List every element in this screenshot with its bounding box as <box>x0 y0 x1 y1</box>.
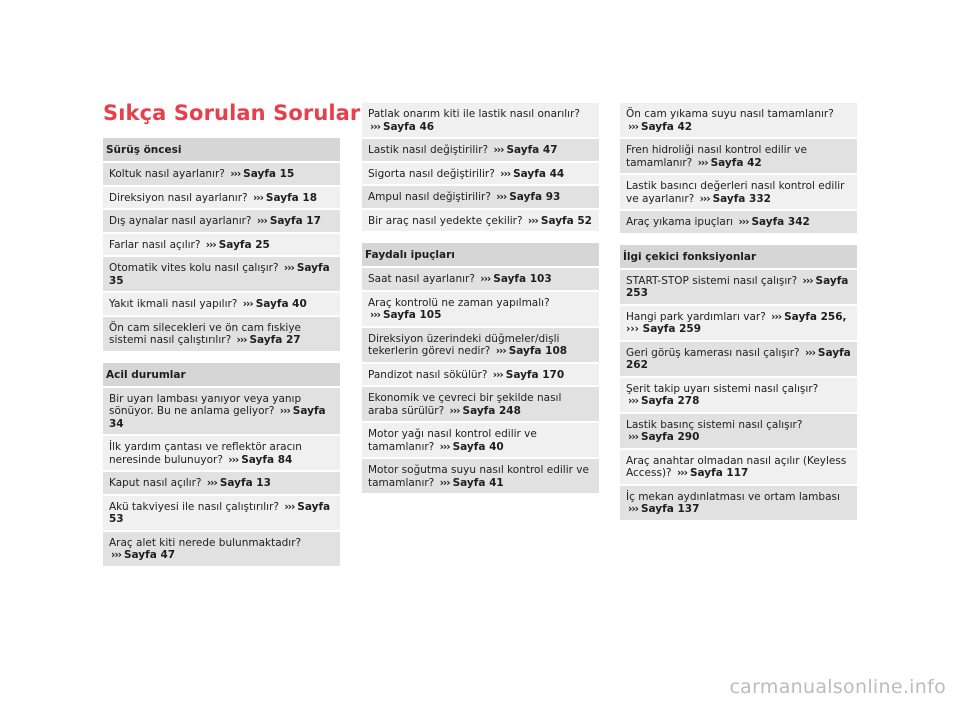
page-ref-arrow: ››› <box>370 309 380 321</box>
page-link[interactable]: Sayfa 117 <box>689 467 749 479</box>
faq-question: Ön cam silecekleri ve ön cam fıskiye sistemi nasıl çalıştırılır? <box>109 321 302 346</box>
faq-item[interactable] <box>620 137 857 173</box>
faq-question: Otomatik vites kolu nasıl çalışır? <box>109 262 279 274</box>
faq-item[interactable] <box>620 209 857 233</box>
page-link[interactable]: Sayfa 170 <box>505 368 565 381</box>
page-ref-arrow: ››› <box>283 262 294 274</box>
page-ref-arrow: ››› <box>802 274 813 287</box>
faq-item[interactable] <box>362 457 599 493</box>
faq-item[interactable] <box>103 434 340 470</box>
faq-item[interactable] <box>620 340 857 376</box>
faq-question: Sigorta nasıl değiştirilir? <box>368 167 495 180</box>
faq-question: Ekonomik ve çevreci bir şekilde nasıl araba sürülür? <box>368 392 562 417</box>
page-link[interactable]: Sayfa 105 <box>382 309 442 321</box>
faq-item[interactable] <box>362 161 599 185</box>
faq-section <box>362 101 599 231</box>
watermark: carmanualsonline.info <box>729 676 946 698</box>
faq-item[interactable] <box>362 266 599 290</box>
faq-item[interactable] <box>103 315 340 351</box>
faq-item[interactable] <box>620 376 857 412</box>
faq-item[interactable] <box>362 362 599 386</box>
faq-item[interactable] <box>103 208 340 232</box>
page-ref-arrow: ››› <box>676 467 687 479</box>
page-link[interactable]: Sayfa 40 <box>255 298 307 310</box>
page-ref-arrow: ››› <box>495 345 506 357</box>
faq-question: Araç alet kiti nerede bulunmaktadır? <box>109 536 302 549</box>
page-ref-arrow: ››› <box>496 191 507 203</box>
section-heading: Acil durumlar <box>103 363 340 386</box>
faq-section <box>103 138 340 351</box>
faq-section <box>620 245 857 520</box>
faq-column-3 <box>620 101 857 532</box>
faq-item[interactable] <box>362 137 599 161</box>
faq-question: Direksiyon nasıl ayarlanır? <box>109 191 248 204</box>
page-link[interactable]: Sayfa 103 <box>493 273 552 285</box>
page-ref-arrow: ››› <box>111 549 121 561</box>
page-link[interactable]: Sayfa 44 <box>513 167 565 180</box>
page-ref-arrow: ››› <box>771 310 782 323</box>
faq-question: Ön cam yıkama suyu nasıl tamamlanır? <box>626 108 834 120</box>
page-ref-arrow: ››› <box>439 476 450 489</box>
page-link[interactable]: Sayfa 25 <box>218 238 270 251</box>
faq-item[interactable] <box>103 530 340 566</box>
page-link[interactable]: Sayfa 34 <box>109 405 326 430</box>
page-ref-arrow: ››› <box>230 168 241 180</box>
page-link[interactable]: Sayfa 42 <box>710 156 762 169</box>
faq-question: Hangi park yardımları var? <box>626 310 766 323</box>
faq-question: Direksiyon üzerindeki düğmeler/dişli tekerlerin görevi nedir? <box>368 332 560 357</box>
faq-item[interactable] <box>362 208 599 232</box>
page-link[interactable]: Sayfa 53 <box>109 500 331 525</box>
page-link[interactable]: Sayfa 137 <box>640 503 700 515</box>
faq-question: Farlar nasıl açılır? <box>109 238 201 251</box>
faq-question: Lastik basıncı değerleri nasıl kontrol edilir ve ayarlanır? <box>626 180 845 205</box>
faq-section <box>620 101 857 233</box>
faq-item[interactable] <box>620 304 857 340</box>
page-ref-arrow: ››› <box>697 156 708 169</box>
page-ref-arrow: ››› <box>699 192 710 205</box>
page-link[interactable]: Sayfa 52 <box>540 214 592 227</box>
page-ref-arrow: ››› <box>628 120 638 133</box>
page-link[interactable]: Sayfa 47 <box>506 144 558 156</box>
faq-question: Yakıt ikmali nasıl yapılır? <box>109 298 238 310</box>
page-link[interactable]: Sayfa 41 <box>452 476 504 489</box>
page-ref-arrow: ››› <box>205 238 216 251</box>
faq-question: Araç kontrolü ne zaman yapılmalı? <box>368 296 550 309</box>
faq-item[interactable] <box>620 484 857 520</box>
faq-question: Akü takviyesi ile nasıl çalıştırılır? <box>109 500 279 513</box>
faq-question: İlk yardım çantası ve reflektör aracın neresinde bulunuyor? <box>109 441 302 466</box>
faq-item[interactable] <box>103 185 340 209</box>
faq-item[interactable] <box>620 268 857 304</box>
page-link[interactable]: Sayfa 290 <box>640 431 700 443</box>
page-ref-arrow: ››› <box>370 120 380 133</box>
page-link[interactable]: Sayfa 278 <box>640 395 700 407</box>
page-link[interactable]: Sayfa 256, ››› Sayfa 259 <box>626 310 847 335</box>
faq-item[interactable] <box>620 412 857 448</box>
faq-question: Patlak onarım kiti ile lastik nasıl onarılır? <box>368 108 580 120</box>
faq-item[interactable] <box>362 385 599 421</box>
faq-item[interactable] <box>620 101 857 137</box>
faq-question: Ampul nasıl değiştirilir? <box>368 191 491 203</box>
faq-item[interactable] <box>103 386 340 435</box>
faq-question: Motor yağı nasıl kontrol edilir ve tamamlanır? <box>368 428 537 453</box>
page-ref-arrow: ››› <box>480 273 491 285</box>
page-link[interactable]: Sayfa 248 <box>462 404 521 417</box>
faq-item[interactable] <box>362 290 599 326</box>
faq-question: Kaput nasıl açılır? <box>109 477 202 489</box>
page-ref-arrow: ››› <box>252 191 263 204</box>
section-heading: İlgi çekici fonksiyonlar <box>620 245 857 268</box>
faq-question: Geri görüş kamerası nasıl çalışır? <box>626 346 800 359</box>
page-ref-arrow: ››› <box>236 334 247 346</box>
page-link[interactable]: Sayfa 18 <box>265 191 318 204</box>
faq-question: START-STOP sistemi nasıl çalışır? <box>626 274 798 287</box>
faq-question: Motor soğutma suyu nasıl kontrol edilir ve tamamlanır? <box>368 464 589 489</box>
faq-item[interactable] <box>103 291 340 315</box>
page-ref-arrow: ››› <box>284 500 295 513</box>
page-ref-arrow: ››› <box>500 167 511 180</box>
section-heading: Faydalı ipuçları <box>362 243 599 266</box>
faq-item[interactable] <box>103 494 340 530</box>
faq-section <box>362 243 599 493</box>
faq-question: Koltuk nasıl ayarlanır? <box>109 168 225 180</box>
page-link[interactable]: Sayfa 93 <box>509 191 561 203</box>
faq-section <box>103 363 340 566</box>
page-ref-arrow: ››› <box>279 405 290 417</box>
faq-item[interactable] <box>362 101 599 137</box>
page-link[interactable]: Sayfa 47 <box>123 549 176 561</box>
page-link[interactable]: Sayfa 108 <box>508 345 568 357</box>
faq-item[interactable] <box>103 232 340 256</box>
page-ref-arrow: ››› <box>628 503 638 515</box>
page-ref-arrow: ››› <box>492 368 503 381</box>
page-link[interactable]: Sayfa 46 <box>382 120 435 133</box>
faq-item[interactable] <box>362 421 599 457</box>
page-link[interactable]: Sayfa 17 <box>269 215 321 227</box>
page-link[interactable]: Sayfa 84 <box>241 453 293 466</box>
faq-question: Saat nasıl ayarlanır? <box>368 273 475 285</box>
page-link[interactable]: Sayfa 262 <box>626 346 851 371</box>
section-heading: Sürüş öncesi <box>103 138 340 161</box>
faq-question: Pandizot nasıl sökülür? <box>368 368 488 381</box>
faq-question: İç mekan aydınlatması ve ortam lambası <box>626 490 840 503</box>
page-ref-arrow: ››› <box>228 453 239 466</box>
page-link[interactable]: Sayfa 13 <box>219 477 271 489</box>
page-link[interactable]: Sayfa 35 <box>109 262 330 287</box>
faq-question: Fren hidroliği nasıl kontrol edilir ve tamamlanır? <box>626 144 807 169</box>
faq-question: Dış aynalar nasıl ayarlanır? <box>109 215 252 227</box>
faq-question: Lastik basınç sistemi nasıl çalışır? <box>626 418 803 431</box>
page-ref-arrow: ››› <box>527 214 538 227</box>
page-ref-arrow: ››› <box>493 144 504 156</box>
faq-column-1 <box>103 138 340 578</box>
page-ref-arrow: ››› <box>628 431 638 443</box>
faq-question: Bir araç nasıl yedekte çekilir? <box>368 214 523 227</box>
page-ref-arrow: ››› <box>439 440 450 453</box>
page-link[interactable]: Sayfa 27 <box>249 334 301 346</box>
page-link[interactable]: Sayfa 253 <box>626 274 849 299</box>
page-ref-arrow: ››› <box>628 395 638 407</box>
page-ref-arrow: ››› <box>256 215 267 227</box>
faq-item[interactable] <box>362 326 599 362</box>
page-link[interactable]: Sayfa 342 <box>751 216 810 228</box>
page-ref-arrow: ››› <box>804 346 815 359</box>
faq-question: Araç anahtar olmadan nasıl açılır (Keyless Access)? <box>626 454 847 479</box>
faq-item[interactable] <box>103 161 340 185</box>
page-ref-arrow: ››› <box>242 298 253 310</box>
faq-item[interactable] <box>362 184 599 208</box>
faq-item[interactable] <box>103 255 340 291</box>
faq-question: Lastik nasıl değiştirilir? <box>368 144 489 156</box>
faq-question: Şerit takip uyarı sistemi nasıl çalışır? <box>626 382 819 395</box>
page-ref-arrow: ››› <box>449 404 460 417</box>
page-link[interactable]: Sayfa 42 <box>640 120 693 133</box>
faq-column-2 <box>362 101 599 505</box>
page-link[interactable]: Sayfa 40 <box>452 440 504 453</box>
faq-item[interactable] <box>620 448 857 484</box>
page-link[interactable]: Sayfa 332 <box>712 192 771 205</box>
page-ref-arrow: ››› <box>206 477 217 489</box>
faq-item[interactable] <box>103 470 340 494</box>
faq-question: Bir uyarı lambası yanıyor veya yanıp sönüyor. Bu ne anlama geliyor? <box>109 392 302 417</box>
page-ref-arrow: ››› <box>738 216 749 228</box>
page-link[interactable]: Sayfa 15 <box>243 168 295 180</box>
page-title: Sıkça Sorulan Sorular <box>103 101 361 125</box>
faq-item[interactable] <box>620 173 857 209</box>
faq-question: Araç yıkama ipuçları <box>626 216 734 228</box>
